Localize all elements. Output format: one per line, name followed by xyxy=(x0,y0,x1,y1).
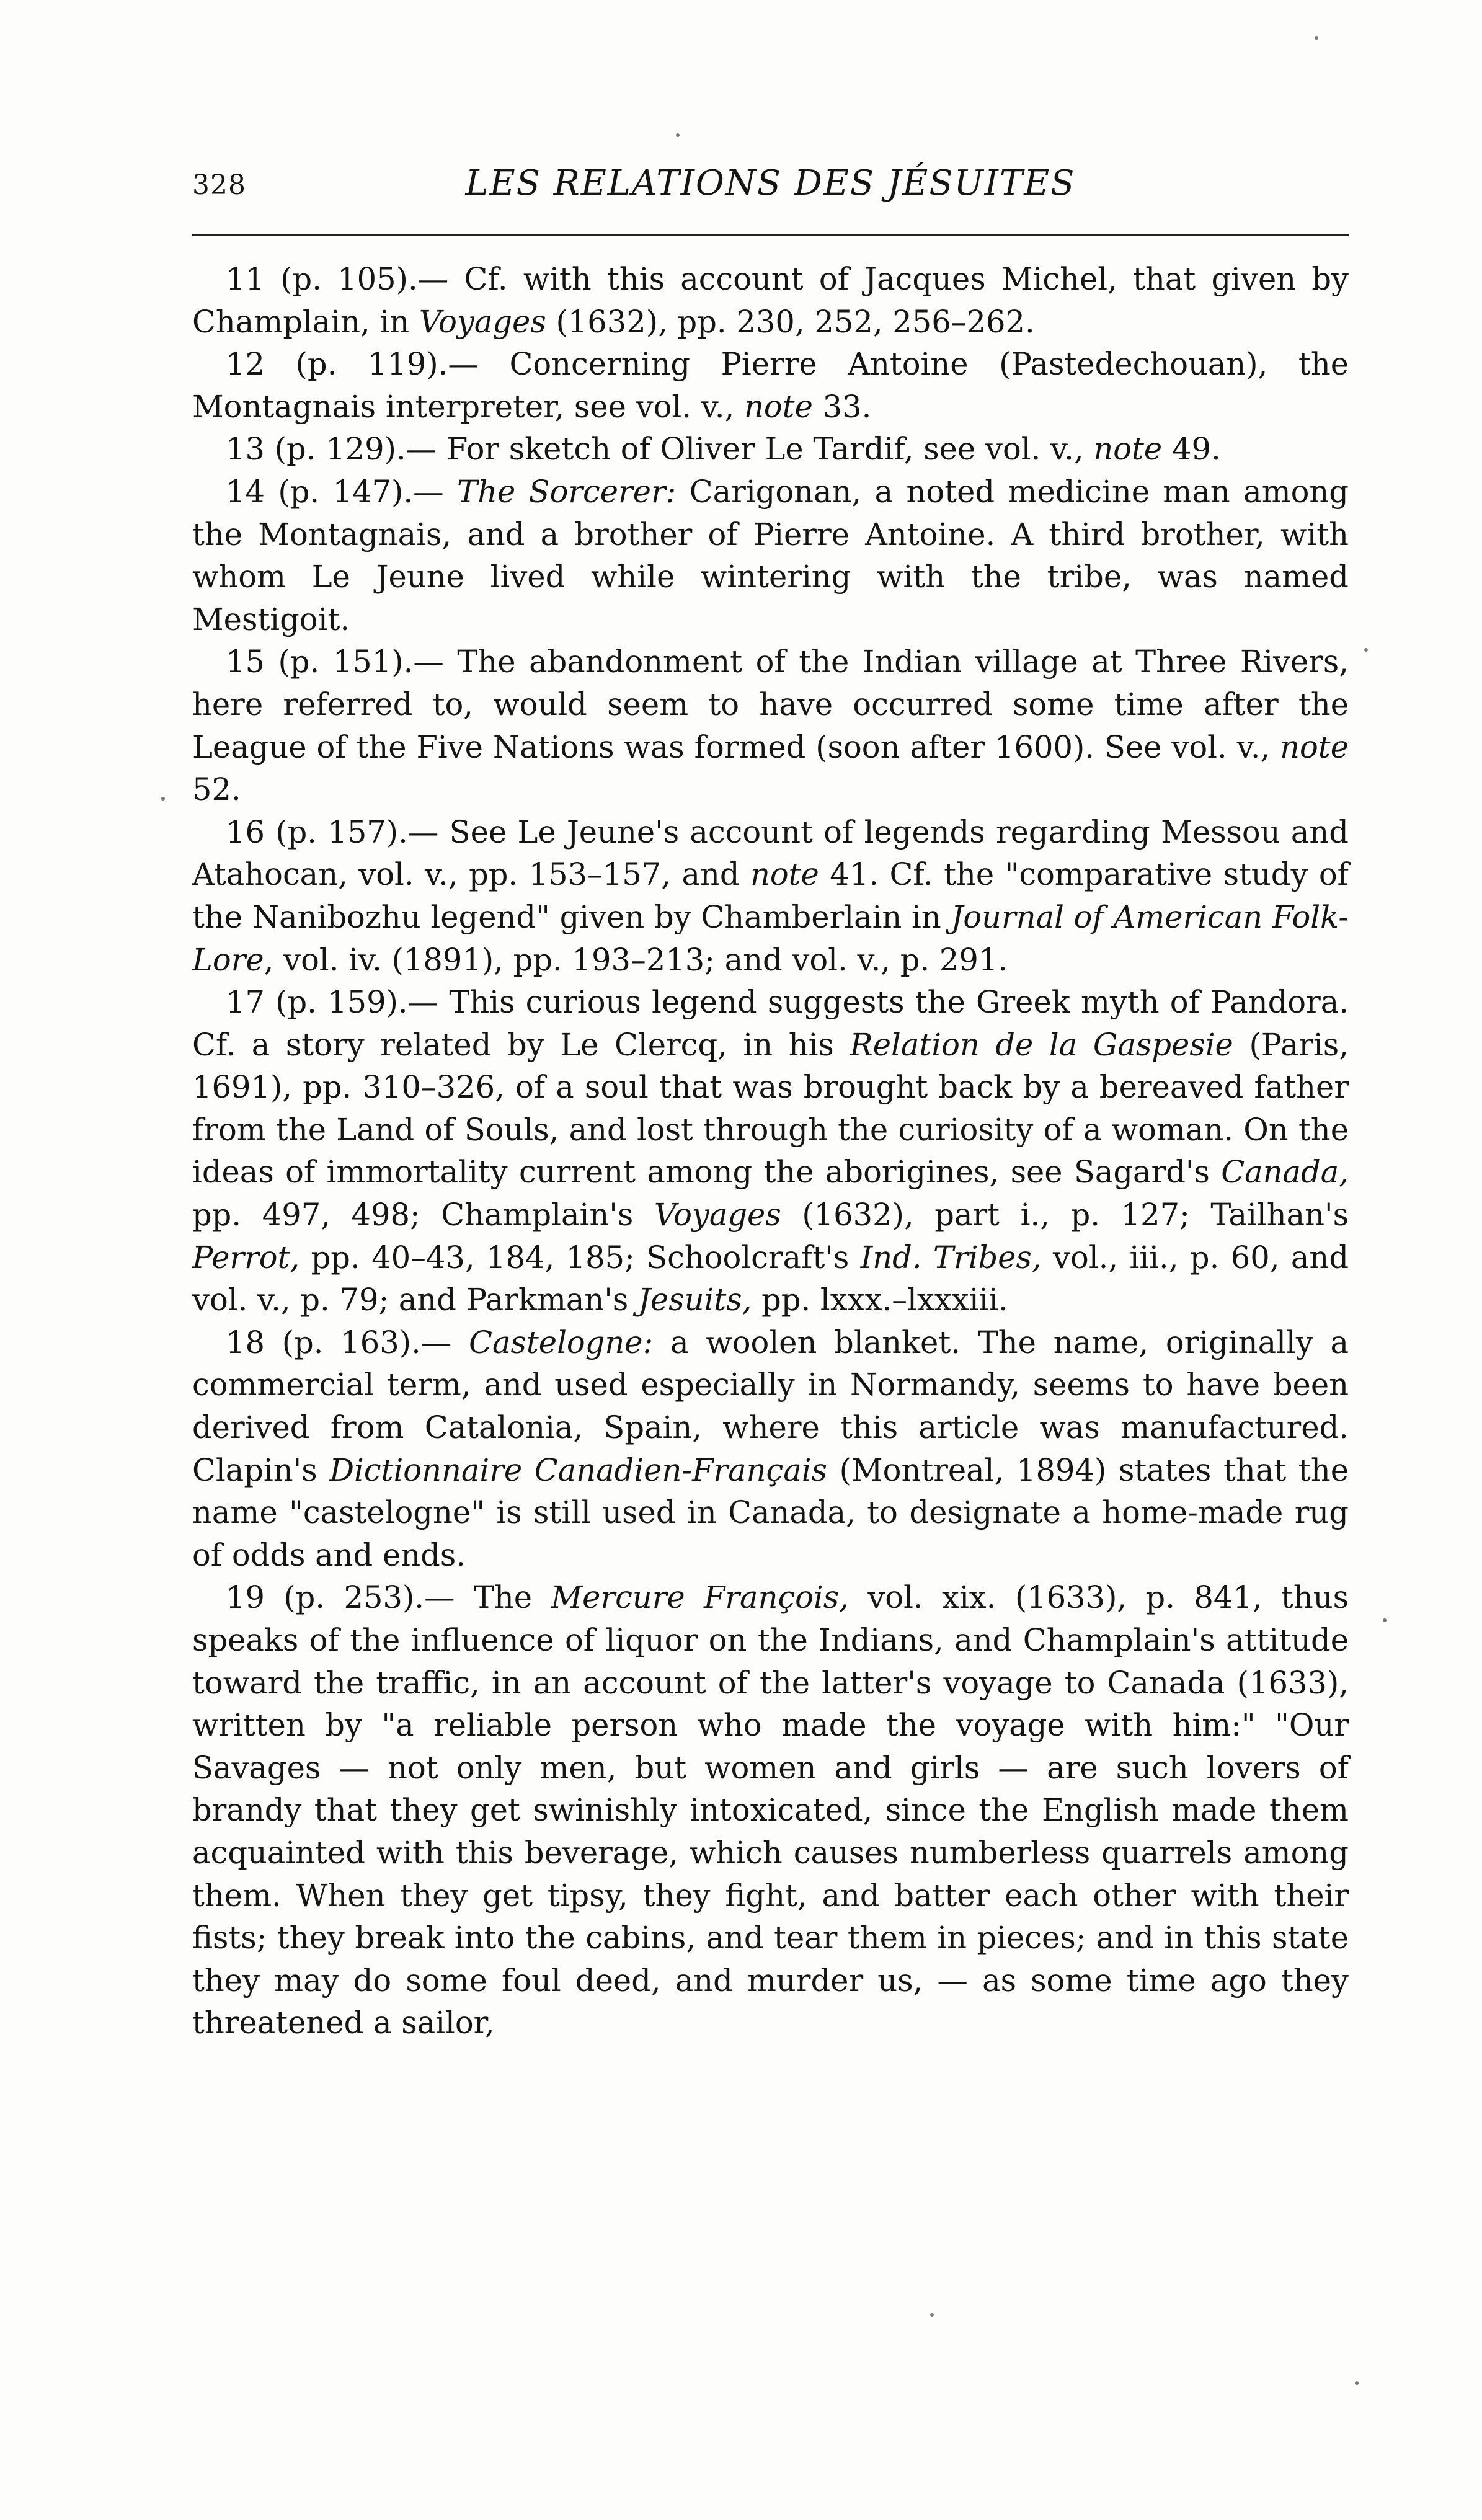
scan-speck xyxy=(161,797,165,801)
italic-text: Jesuits, xyxy=(638,1282,752,1318)
note-text: pp. lxxx.–lxxxiii. xyxy=(752,1282,1008,1318)
note-text: pp. 40–43, 184, 185; Schoolcraft's xyxy=(300,1239,861,1276)
italic-text: Voyages xyxy=(654,1197,781,1233)
italic-text: note xyxy=(1280,729,1349,765)
note-text: pp. 497, 498; Champlain's xyxy=(192,1197,654,1233)
note-12 xyxy=(192,343,1349,428)
italic-text: Voyages xyxy=(419,303,546,340)
note-text: vol. xix. (1633), p. 841, thus speaks of the influence of liquor on the Indians, and Champlain's attitude toward the traffic, in an account of the latter's voyage to Canada (1633), written by "a reliable person who made the voyage with him:" "Our Savages — not only men, but women and girls — are such lovers of brandy that they get swinishly intoxicated, since the English made them acquainted with this beverage, which causes numberless quarrels among them. When they get tipsy, they fight, and batter each other with their fists; they break into the cabins, and tear them in pieces; and in this state they may do some foul deed, and murder us, — as some time ago they threatened a sailor, xyxy=(192,1579,1349,2041)
note-13 xyxy=(192,428,1349,471)
italic-text: Journal of American Folk-Lore xyxy=(192,898,1349,978)
italic-text: note xyxy=(1093,431,1163,468)
page xyxy=(192,158,1349,2044)
italic-text: Dictionnaire Canadien-Français xyxy=(329,1452,827,1488)
endnotes xyxy=(192,258,1349,2044)
italic-text: Castelogne: xyxy=(469,1324,654,1360)
scan-speck xyxy=(676,133,680,137)
note-text: (Paris, 1691), pp. 310–326, of a soul that was brought back by a bereaved father from the Land of Souls, and lost through the curiosity of a woman. On the ideas of immortality current among the aborigines, see Sagard's xyxy=(192,1026,1349,1191)
note-text: 11 (p. 105).— Cf. with this account of Jacques Michel, that given by Champlain, in xyxy=(192,261,1349,340)
scan-speck xyxy=(1355,2381,1359,2385)
page-header xyxy=(192,158,1349,220)
italic-text: Perrot, xyxy=(192,1239,300,1276)
note-16 xyxy=(192,811,1349,981)
italic-text: note xyxy=(750,856,819,893)
italic-text: note xyxy=(744,388,813,425)
note-text: 13 (p. 129).— For sketch of Oliver Le Tardif, see vol. v., xyxy=(226,431,1094,468)
note-text: Carigonan, a noted medicine man among the Montagnais, and a brother of Pierre Antoine. A third brother, with whom Le Jeune lived while wintering with the tribe, was named Mestigoit. xyxy=(192,473,1349,637)
note-text: vol., iii., p. 60, and vol. v., p. 79; and Parkman's xyxy=(192,1239,1349,1318)
note-text: a woolen blanket. The name, originally a commercial term, and used especially in Normandy, seems to have been derived from Catalonia, Spain, where this article was manufactured. Clapin's xyxy=(192,1324,1349,1488)
note-text: 18 (p. 163).— xyxy=(226,1324,469,1360)
note-text: 14 (p. 147).— xyxy=(226,473,458,510)
italic-text: The Sorcerer: xyxy=(457,473,677,510)
note-19 xyxy=(192,1576,1349,2044)
note-15 xyxy=(192,641,1349,810)
header-rule xyxy=(192,234,1349,236)
italic-text: Canada, xyxy=(1221,1154,1349,1191)
italic-text: Mercure François, xyxy=(551,1579,849,1616)
note-text: (Montreal, 1894) states that the name "castelogne" is still used in Canada, to designate a home-made rug of odds and ends. xyxy=(192,1452,1349,1573)
note-text: 52. xyxy=(192,771,241,808)
note-text: (1632), pp. 230, 252, 256–262. xyxy=(546,303,1035,340)
note-18 xyxy=(192,1321,1349,1577)
running-title: LES RELATIONS DES JÉSUITES xyxy=(465,163,1076,203)
note-text: 33. xyxy=(812,388,872,425)
scan-speck xyxy=(1364,648,1368,652)
note-text: 12 (p. 119).— Concerning Pierre Antoine (Pastedechouan), the Montagnais interpreter, see vol. v., xyxy=(192,346,1349,425)
italic-text: Ind. Tribes, xyxy=(860,1239,1042,1276)
note-17 xyxy=(192,981,1349,1321)
note-text: 19 (p. 253).— The xyxy=(226,1579,551,1616)
note-text: , vol. iv. (1891), pp. 193–213; and vol. v., p. 291. xyxy=(264,941,1008,978)
scan-speck xyxy=(1383,1618,1387,1622)
scan-speck xyxy=(1315,36,1318,40)
note-text: 16 (p. 157).— See Le Jeune's account of legends regarding Messou and Atahocan, vol. v., pp. 153–157, and xyxy=(192,814,1349,893)
scan-speck xyxy=(930,2313,934,2317)
note-14 xyxy=(192,471,1349,641)
note-text: 17 (p. 159).— This curious legend suggests the Greek myth of Pandora. Cf. a story related by Le Clercq, in his xyxy=(192,984,1349,1063)
note-text: 41. Cf. the "comparative study of the Nanibozhu legend" given by Chamberlain in xyxy=(192,856,1349,935)
note-text: 49. xyxy=(1162,431,1221,468)
note-11 xyxy=(192,258,1349,343)
italic-text: Relation de la Gaspesie xyxy=(850,1026,1233,1063)
page-number: 328 xyxy=(192,169,246,201)
note-text: (1632), part i., p. 127; Tailhan's xyxy=(781,1197,1349,1233)
note-text: 15 (p. 151).— The abandonment of the Indian village at Three Rivers, here referred to, would seem to have occurred some time after the League of the Five Nations was formed (soon after 1600). See vol. v., xyxy=(192,644,1349,765)
